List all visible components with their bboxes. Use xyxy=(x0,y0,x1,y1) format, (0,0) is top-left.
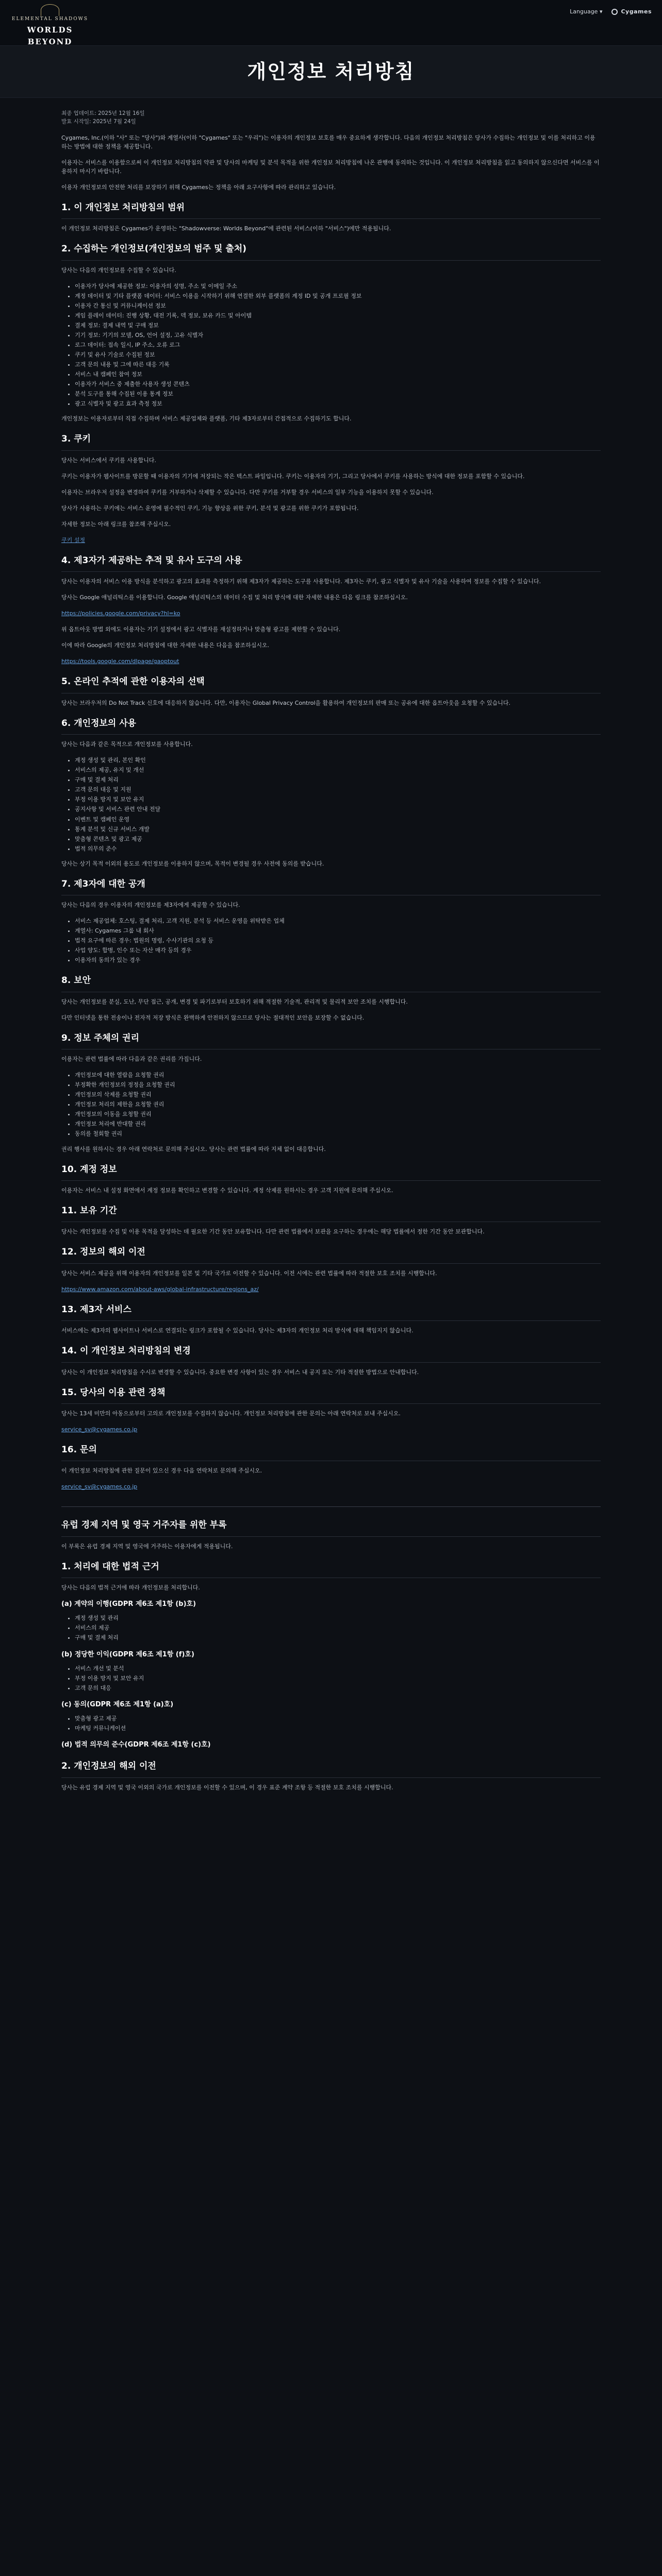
section-heading: 2. 수집하는 개인정보(개인정보의 범주 및 출처) xyxy=(61,242,601,260)
list-item: • 이용자의 동의가 있는 경우 xyxy=(75,956,601,964)
list-item: • 구매 및 결제 처리 xyxy=(75,1633,601,1642)
section-body: 당사는 브라우저의 Do Not Track 신호에 대응하지 않습니다. 다만, 이용자는 Global Privacy Control을 활용하여 개인정보의 판매 또는 공유에 대한 옵트아웃을 요청할 수 있습니다. xyxy=(61,699,511,706)
section-body: 이용자는 브라우저 설정을 변경하여 쿠키를 거부하거나 삭제할 수 있습니다. 다만 쿠키를 거부할 경우 서비스의 일부 기능을 이용하지 못할 수 있습니다. xyxy=(61,488,434,496)
list-item: • 서비스의 제공 xyxy=(75,1623,601,1632)
list-item: • 게임 플레이 데이터: 진행 상황, 대전 기록, 덱 정보, 보유 카드 및 아이템 xyxy=(75,311,601,320)
effective-date: 발효 시작일: 2025년 7월 24일 xyxy=(61,118,136,125)
section-body: 쿠키는 이용자가 웹사이트를 방문할 때 이용자의 기기에 저장되는 작은 텍스트 파일입니다. 쿠키는 이용자의 기기, 그리고 당사에서 쿠키를 사용하는 방식에 대한 정보를 포함할 수 있습니다. xyxy=(61,472,525,480)
list-item: • 사업 양도: 합병, 인수 또는 자산 매각 등의 경우 xyxy=(75,946,601,955)
list-item: • 개인정보의 이동을 요청할 권리 xyxy=(75,1110,601,1118)
brand-label: Cygames xyxy=(621,8,652,15)
legal-basis-label: (d) 법적 의무의 준수(GDPR 제6조 제1항 (c)호) xyxy=(61,1741,211,1749)
list-item: • 고객 문의 내용 및 그에 따른 대응 기록 xyxy=(75,360,601,369)
section-lead: 당사는 다음의 법적 근거에 따라 개인정보를 처리합니다. xyxy=(61,1584,200,1591)
cookie-settings-link[interactable]: 쿠키 설정 xyxy=(61,536,86,544)
section-body: 이 개인정보 처리방침에 관한 질문이 있으신 경우 다음 연락처로 문의해 주십시오. xyxy=(61,1467,262,1475)
section-heading: 1. 이 개인정보 처리방침의 범위 xyxy=(61,201,601,219)
list-item: • 구매 및 결제 처리 xyxy=(75,775,601,784)
list-item: • 쿠키 및 유사 기술로 수집된 정보 xyxy=(75,350,601,359)
section-body: 당사는 개인정보를 수집 및 이용 목적을 달성하는 데 필요한 기간 동안 보유합니다. 다만 관련 법률에서 보관을 요구하는 경우에는 해당 법률에서 정한 기간 동안 보관합니다. xyxy=(61,1228,485,1235)
list-item: • 서비스의 제공, 유지 및 개선 xyxy=(75,766,601,774)
updated-date: 최종 업데이트: 2025년 12월 16일 xyxy=(61,110,145,116)
appendix-intro: 이 부록은 유럽 경제 지역 및 영국에 거주하는 이용자에게 적용됩니다. xyxy=(61,1543,233,1550)
legal-basis-list xyxy=(61,1614,601,1642)
list-item: • 동의를 철회할 권리 xyxy=(75,1129,601,1138)
legal-basis-label: (c) 동의(GDPR 제6조 제1항 (a)호) xyxy=(61,1700,174,1708)
intro-paragraph: Cygames, Inc.(이하 "사" 또는 "당사")와 계열사(이하 "Cygames" 또는 "우리")는 이용자의 개인정보 보호를 매우 중요하게 생각합니다. 다음의 개인정보 처리방침은 당사가 수집하는 개인정보 및 이를 처리하고 이용하는 방법에 대한 정책을 제공합니다. xyxy=(61,134,595,150)
appendix-heading: 유럽 경제 지역 및 영국 거주자를 위한 부록 xyxy=(61,1518,601,1536)
logo-top-text: ELEMENTAL SHADOWS xyxy=(11,16,89,22)
list-item: • 부정확한 개인정보의 정정을 요청할 권리 xyxy=(75,1080,601,1089)
legal-basis-list xyxy=(61,1714,601,1733)
section-heading: 7. 제3자에 대한 공개 xyxy=(61,877,601,895)
list-item: • 이용자가 당사에 제공한 정보: 이용자의 성명, 주소 및 이메일 주소 xyxy=(75,282,601,291)
section-heading: 10. 계정 정보 xyxy=(61,1163,601,1181)
section-heading: 14. 이 개인정보 처리방침의 변경 xyxy=(61,1344,601,1362)
list-item: • 이용자가 서비스 중 제출한 사용자 생성 콘텐츠 xyxy=(75,380,601,388)
section-body: 위 옵트아웃 방법 외에도 이용자는 기기 설정에서 광고 식별자를 재설정하거나 맞춤형 광고를 제한할 수 있습니다. xyxy=(61,626,341,633)
logo-bottom-text: WORLDS BEYOND xyxy=(27,25,73,47)
list-item: • 공지사항 및 서비스 관련 안내 전달 xyxy=(75,805,601,814)
section-body: 당사가 사용하는 쿠키에는 서비스 운영에 필수적인 쿠키, 기능 향상을 위한 쿠키, 분석 및 광고를 위한 쿠키가 포함됩니다. xyxy=(61,504,359,512)
list-item: • 광고 식별자 및 광고 효과 측정 정보 xyxy=(75,399,601,408)
collected-info-list xyxy=(61,282,601,409)
chevron-down-icon: ▾ xyxy=(599,8,603,15)
section-heading: 5. 온라인 추적에 관한 이용자의 선택 xyxy=(61,675,601,693)
google-privacy-link[interactable]: https://policies.google.com/privacy?hl=ko xyxy=(61,610,180,617)
list-item: • 개인정보 처리에 반대할 권리 xyxy=(75,1120,601,1128)
legal-basis-list xyxy=(61,1664,601,1692)
section-heading: 3. 쿠키 xyxy=(61,432,601,450)
section-lead: 당사는 다음의 경우 이용자의 개인정보를 제3자에게 제공할 수 있습니다. xyxy=(61,902,240,909)
section-heading: 13. 제3자 서비스 xyxy=(61,1303,601,1321)
section-body: 당사는 서비스에서 쿠키를 사용합니다. xyxy=(61,456,157,464)
list-item: • 서비스 개선 및 분석 xyxy=(75,1664,601,1673)
aws-regions-link[interactable]: https://www.amazon.com/about-aws/global-infrastructure/regions_az/ xyxy=(61,1285,259,1293)
section-body: 당사는 유럽 경제 지역 및 영국 이외의 국가로 개인정보를 이전할 수 있으며, 이 경우 표준 계약 조항 등 적절한 보호 조치를 시행합니다. xyxy=(61,1784,393,1791)
section-body: 개인정보는 이용자로부터 직접 수집하며 서비스 제공업체와 플랫폼, 기타 제3자로부터 간접적으로 수집하기도 합니다. xyxy=(61,415,352,422)
list-item: • 마케팅 커뮤니케이션 xyxy=(75,1724,601,1733)
list-item: • 통계 분석 및 신규 서비스 개발 xyxy=(75,825,601,834)
list-item: • 분석 도구를 통해 수집된 이용 통계 정보 xyxy=(75,389,601,398)
section-body: 당사는 서비스 제공을 위해 이용자의 개인정보를 일본 및 기타 국가로 이전할 수 있습니다. 이전 시에는 관련 법률에 따라 적절한 보호 조치를 시행합니다. xyxy=(61,1269,437,1277)
list-item: • 로그 데이터: 접속 일시, IP 주소, 오류 로그 xyxy=(75,341,601,349)
section-lead: 당사는 다음과 같은 목적으로 개인정보를 사용합니다. xyxy=(61,741,193,748)
use-purpose-list xyxy=(61,756,601,853)
intro-paragraph: 이용자 개인정보의 안전한 처리를 보장하기 위해 Cygames는 정책을 아래 요구사항에 따라 관리하고 있습니다. xyxy=(61,183,336,191)
intro-paragraph: 이용자는 서비스를 이용함으로써 이 개인정보 처리방침의 약관 및 당사의 마케팅 및 분석 목적을 위한 개인정보 처리방침에 나온 관행에 동의하는 것입니다. 이 개인정보 처리방침을 읽고 동의하지 않으신다면 서비스를 이용하지 마시기 바랍니다. xyxy=(61,159,600,175)
section-heading: 11. 보유 기간 xyxy=(61,1204,601,1222)
contact-email-link[interactable]: service_sv@cygames.co.jp xyxy=(61,1483,138,1490)
list-item: • 맞춤형 광고 제공 xyxy=(75,1714,601,1723)
disclosure-list xyxy=(61,917,601,964)
section-lead: 이용자는 관련 법률에 따라 다음과 같은 권리를 가집니다. xyxy=(61,1056,202,1063)
list-item: • 부정 이용 방지 및 보안 유지 xyxy=(75,1674,601,1683)
list-item: • 고객 문의 대응 및 지원 xyxy=(75,785,601,794)
section-divider xyxy=(61,1506,601,1507)
section-heading: 16. 문의 xyxy=(61,1443,601,1461)
section-lead: 당사는 다음의 개인정보를 수집할 수 있습니다. xyxy=(61,266,176,274)
list-item: • 이벤트 및 캠페인 운영 xyxy=(75,815,601,824)
policy-content xyxy=(61,98,601,1792)
section-heading: 9. 정보 주체의 권리 xyxy=(61,1031,601,1049)
list-item: • 고객 문의 대응 xyxy=(75,1684,601,1692)
section-body: 권리 행사를 원하시는 경우 아래 연락처로 문의해 주십시오. 당사는 관련 법률에 따라 지체 없이 대응합니다. xyxy=(61,1145,326,1153)
contact-email-link[interactable]: service_sv@cygames.co.jp xyxy=(61,1426,138,1433)
language-selector[interactable] xyxy=(570,7,602,16)
section-heading: 2. 개인정보의 해외 이전 xyxy=(61,1759,601,1777)
legal-basis-label: (b) 정당한 이익(GDPR 제6조 제1항 (f)호) xyxy=(61,1650,194,1658)
section-body: 서비스에는 제3자의 웹사이트나 서비스로 연결되는 링크가 포함될 수 있습니다. 당사는 제3자의 개인정보 처리 방식에 대해 책임지지 않습니다. xyxy=(61,1327,413,1334)
list-item: • 서비스 제공업체: 호스팅, 결제 처리, 고객 지원, 분석 등 서비스 운영을 위탁받은 업체 xyxy=(75,917,601,925)
section-body: 자세한 정보는 아래 링크를 참조해 주십시오. xyxy=(61,520,171,528)
list-item: • 이용자 간 통신 및 커뮤니케이션 정보 xyxy=(75,301,601,310)
list-item: • 서비스 내 캠페인 참여 정보 xyxy=(75,370,601,379)
list-item: • 계정 생성 및 관리, 본인 확인 xyxy=(75,756,601,765)
list-item: • 맞춤형 콘텐츠 및 광고 제공 xyxy=(75,835,601,843)
section-heading: 15. 당사의 이용 관련 정책 xyxy=(61,1386,601,1404)
site-header xyxy=(0,0,662,46)
page-title: 개인정보 처리방침 xyxy=(247,60,415,83)
list-item: • 계정 생성 및 관리 xyxy=(75,1614,601,1622)
rights-list xyxy=(61,1071,601,1138)
section-body: 이 개인정보 처리방침은 Cygames가 운영하는 "Shadowverse: Worlds Beyond"에 관련된 서비스(이하 "서비스")에만 적용됩니다. xyxy=(61,225,391,232)
list-item: • 개인정보의 삭제를 요청할 권리 xyxy=(75,1090,601,1099)
list-item: • 부정 이용 방지 및 보안 유지 xyxy=(75,795,601,804)
section-body: 당사는 개인정보를 분실, 도난, 무단 접근, 공개, 변경 및 파기로부터 보호하기 위해 적절한 기술적, 관리적 및 물리적 보안 조치를 시행합니다. xyxy=(61,998,408,1005)
section-heading: 4. 제3자가 제공하는 추적 및 유사 도구의 사용 xyxy=(61,554,601,572)
section-heading: 12. 정보의 해외 이전 xyxy=(61,1245,601,1263)
google-optout-link[interactable]: https://tools.google.com/dlpage/gaoptout xyxy=(61,658,179,665)
list-item: • 계열사: Cygames 그룹 내 회사 xyxy=(75,926,601,935)
section-body: 당사는 상기 목적 이외의 용도로 개인정보를 이용하지 않으며, 목적이 변경될 경우 사전에 동의를 받습니다. xyxy=(61,860,324,867)
section-body: 당사는 Google 애널리틱스를 이용합니다. Google 애널리틱스의 데이터 수집 및 처리 방식에 대한 자세한 내용은 다음 링크를 참조하십시오. xyxy=(61,594,408,601)
list-item: • 기기 정보: 기기의 모델, OS, 언어 설정, 고유 식별자 xyxy=(75,331,601,340)
cygames-logo-icon xyxy=(611,9,618,15)
section-body: 이에 따라 Google의 개인정보 처리방침에 대한 자세한 내용은 다음을 참조하십시오. xyxy=(61,642,270,649)
section-body: 다만 인터넷을 통한 전송이나 전자적 저장 방식은 완벽하게 안전하지 않으므로 당사는 절대적인 보안을 보장할 수 없습니다. xyxy=(61,1014,365,1021)
list-item: • 결제 정보: 결제 내역 및 구매 정보 xyxy=(75,321,601,330)
section-body: 당사는 13세 미만의 아동으로부터 고의로 개인정보를 수집하지 않습니다. 개인정보 처리방침에 관한 문의는 아래 연락처로 보내 주십시오. xyxy=(61,1410,401,1417)
section-body: 당사는 이용자의 서비스 이용 방식을 분석하고 광고의 효과를 측정하기 위해 제3자가 제공하는 도구를 사용합니다. 제3자는 쿠키, 광고 식별자 및 유사 기술을 사용하여 정보를 수집할 수 있습니다. xyxy=(61,578,541,585)
list-item: • 계정 데이터 및 기타 플랫폼 데이터: 서비스 이용을 시작하기 위해 연결한 외부 플랫폼의 계정 ID 및 공개 프로필 정보 xyxy=(75,292,601,300)
logo-emblem xyxy=(41,4,59,16)
list-item: • 개인정보 처리의 제한을 요청할 권리 xyxy=(75,1100,601,1109)
game-logo[interactable] xyxy=(11,4,89,47)
section-heading: 6. 개인정보의 사용 xyxy=(61,717,601,735)
legal-basis-label: (a) 계약의 이행(GDPR 제6조 제1항 (b)호) xyxy=(61,1600,196,1608)
page-hero xyxy=(0,46,662,98)
section-heading: 8. 보안 xyxy=(61,974,601,992)
list-item: • 법적 의무의 준수 xyxy=(75,844,601,853)
language-label: Language xyxy=(570,8,598,15)
section-body: 당사는 이 개인정보 처리방침을 수시로 변경할 수 있습니다. 중요한 변경 사항이 있는 경우 서비스 내 공지 또는 기타 적절한 방법으로 안내합니다. xyxy=(61,1368,419,1376)
list-item: • 개인정보에 대한 열람을 요청할 권리 xyxy=(75,1071,601,1079)
cygames-brand[interactable] xyxy=(611,7,652,16)
section-heading: 1. 처리에 대한 법적 근거 xyxy=(61,1560,601,1578)
list-item: • 법적 요구에 따른 경우: 법원의 명령, 수사기관의 요청 등 xyxy=(75,936,601,945)
section-body: 이용자는 서비스 내 설정 화면에서 계정 정보를 확인하고 변경할 수 있습니다. 계정 삭제를 원하시는 경우 고객 지원에 문의해 주십시오. xyxy=(61,1187,393,1194)
